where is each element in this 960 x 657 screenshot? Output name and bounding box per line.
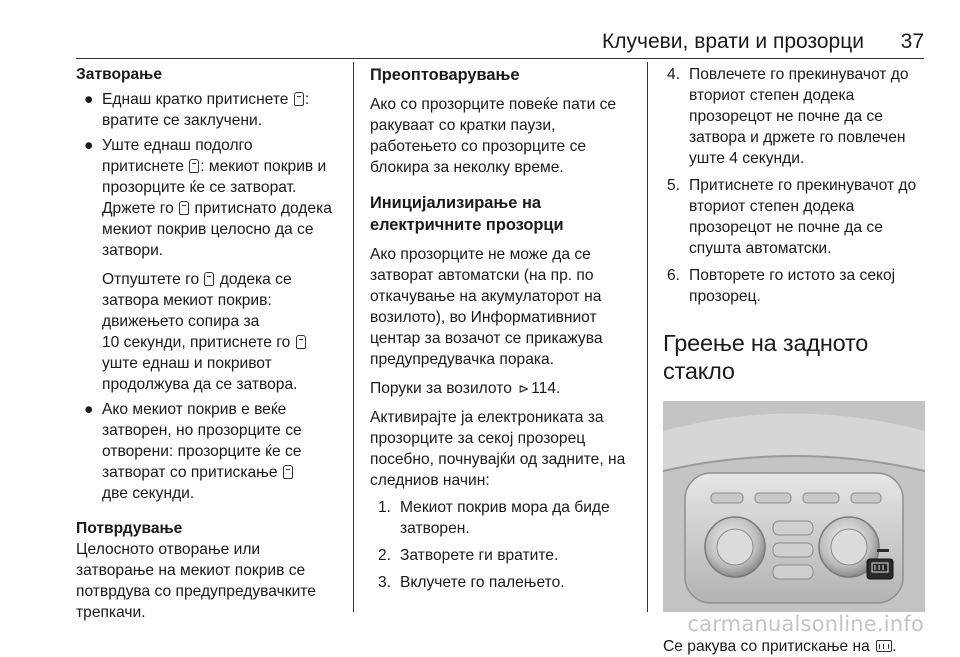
key-lock-icon — [179, 201, 189, 215]
rear-window-heating-button — [867, 559, 893, 579]
center-console-illustration — [663, 401, 925, 612]
confirmation-heading: Потврдување — [76, 520, 183, 537]
column-divider-2 — [647, 62, 648, 612]
initialization-text: Ако прозорците не може да се затворат автоматски (на пр. по откачување на акумулаторот на возилото), во Информативниот центар за возачот се прикажува предупредувачка порака. — [370, 246, 603, 368]
dashboard-photo — [663, 401, 925, 612]
key-lock-icon — [296, 335, 306, 349]
list-item: 6. Повторете го истото за секој прозорец. — [667, 267, 896, 305]
key-lock-icon — [204, 272, 214, 286]
key-lock-icon — [283, 465, 293, 479]
bullet-item: ● Еднаш кратко притиснете : вратите се заклучени. — [84, 91, 310, 129]
key-lock-icon — [294, 92, 304, 106]
bullet-item: ● Ако мекиот покрив е веќе затворен, но прозорците се отворени: прозорците ќе се затворат со притискање две секунди. — [84, 401, 302, 502]
page-reference-arrow-icon: ⊳ — [518, 381, 530, 396]
list-item: 4. Повлечете го прекинувачот до вториот степен додека прозорецот не почне да се затвора и држете го повлечен уште 4 секунди. — [667, 66, 909, 167]
column-divider-1 — [353, 62, 354, 612]
list-item: 5. Притиснете го прекинувачот до вториот степен додека прозорецот не почне да се спушта автоматски. — [667, 177, 917, 257]
list-item: 1. Мекиот покрив мора да биде затворен. — [378, 499, 610, 537]
bullet-dot: ● — [84, 401, 94, 418]
bullet-dot: ● — [84, 91, 94, 108]
activation-text: Активирајте ја електрониката за прозорците за секој прозорец посебно, почнувајќи од задните, на следниов начин: — [370, 409, 626, 489]
key-lock-icon — [189, 159, 199, 173]
rear-window-heating-heading: Греење на задното стакло — [663, 330, 869, 384]
list-item: 2. Затворете ги вратите. — [378, 547, 559, 564]
vehicle-messages-reference: Поруки за возилото ⊳ 114. — [370, 380, 561, 397]
page-header — [0, 0, 960, 60]
column-2 — [370, 64, 638, 593]
confirmation-text: Целосното отворање или затворање на мекиот покрив се потврдува со предупредувачките трепкачи. — [76, 541, 316, 621]
header-title: Клучеви, врати и прозорци — [602, 30, 864, 53]
page-number: 37 — [900, 30, 924, 53]
header-rule — [76, 58, 924, 59]
overload-heading: Преоптоварување — [370, 66, 520, 84]
initialization-heading: Иницијализирање на електричните прозорци — [370, 194, 564, 234]
bullet-item: ● Уште еднаш подолго притиснете : мекиот покрив и прозорците ќе се затворат. Држете го притиснато додека мекиот покрив целосно да се затвори. Отпуштете го додека се затвора мекиот покрив: движењето сопира за 10 секунди, притиснете го уште еднаш и покривот продолжува да се затвора. — [84, 137, 332, 393]
closing-heading: Затворање — [76, 66, 162, 83]
bullet-dot: ● — [84, 137, 94, 154]
watermark: carmanualsonline.info — [687, 612, 924, 636]
rear-window-caption: Се ракува со притискање на . — [663, 638, 897, 655]
overload-text: Ако со прозорците повеќе пати се ракуваат со кратки паузи, работењето со прозорците се блокира за неколку време. — [370, 96, 617, 176]
column-1 — [76, 64, 346, 623]
list-item: 3. Вклучете го палењето. — [378, 574, 565, 591]
column-3 — [663, 64, 925, 657]
rear-window-heating-icon — [876, 640, 892, 652]
